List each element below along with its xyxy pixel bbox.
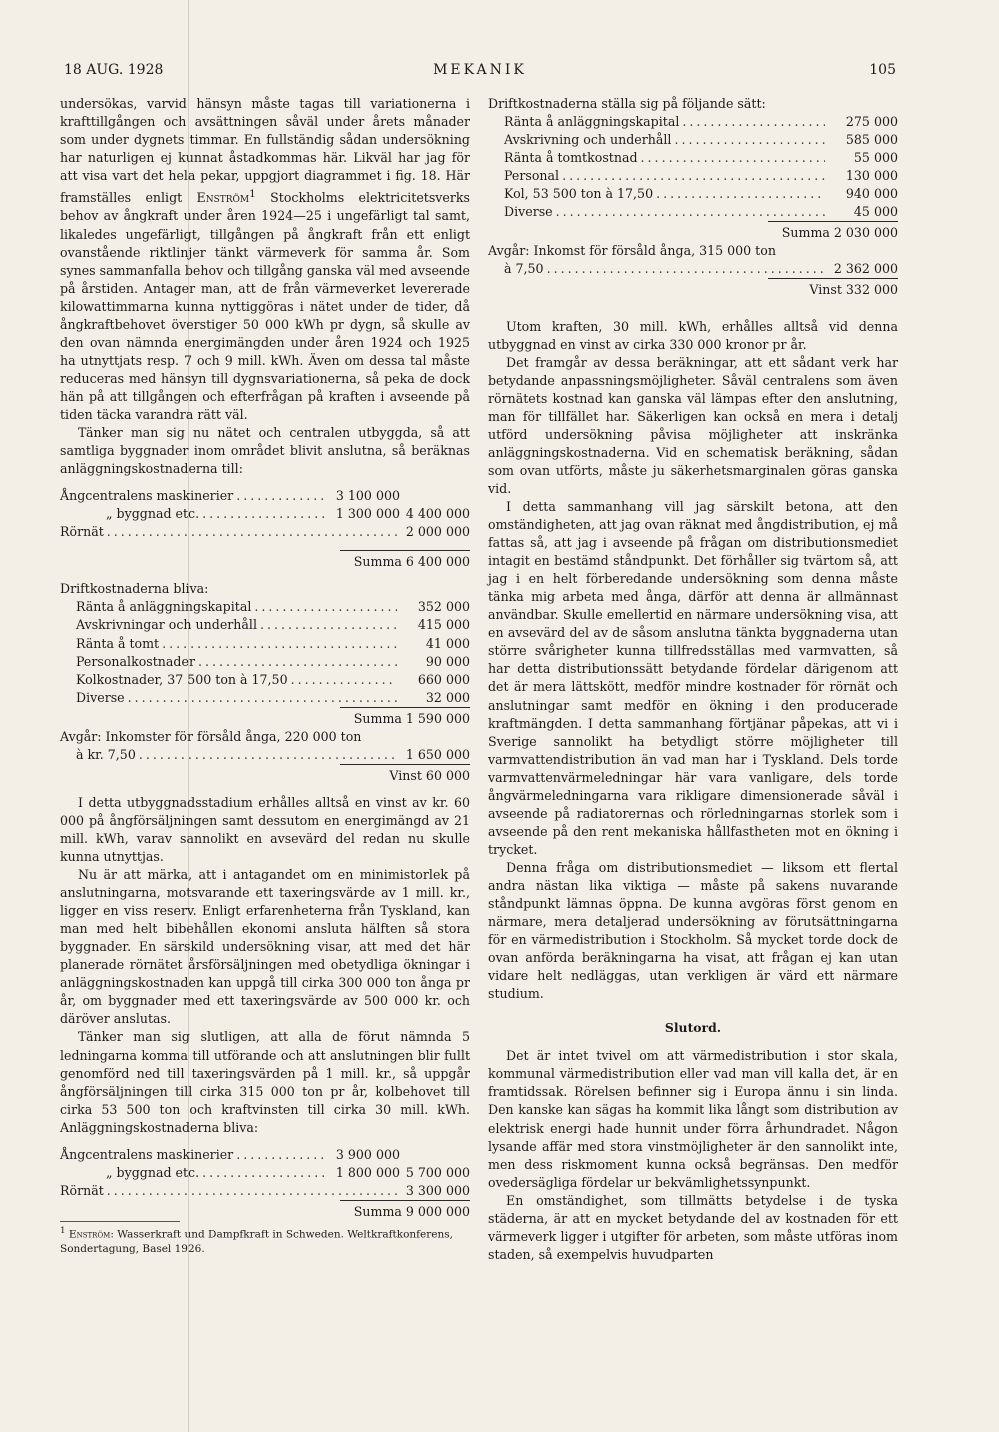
author-name: Enström: [196, 190, 250, 206]
paragraph: En omständighet, som tillmätts betydelse i de tyska städerna, är att en mycket betydande del av kostnaden för ett värmeverk ligger i utgifter för arbeten, som måste utföras inom staden, så exempelvis huvudparten: [488, 1192, 898, 1262]
paragraph: Nu är att märka, att i antagandet om en minimistorlek på anslutningarna, motsvarande ett taxeringsvärde av 1 mill. kr., ligger en viss reserv. Enligt erfarenheterna från Tyskland, kan man med helt bibehållen ekonomi ansluta hälften så stora byggnader. En särskild undersökning visar, att med det här planerade rörnätet årsförsäljningen med obetydliga ökningar i anläggningskostnaden kan uppgå till cirka 300 000 ton ånga pr år, om byggnader med ett taxeringsvärde av 500 000 kr. och däröver anslutas.: [60, 867, 470, 1027]
footnote-ref: 1: [249, 188, 256, 201]
paragraph: Denna fråga om distributionsmediet — liksom ett flertal andra nästan lika viktiga — måste på sakens nuvarande ståndpunkt lämnas öppna. De kunna avgöras först genom en närmare, mera detaljerad undersökning av förutsättningarna för en värmedistribution i Stockholm. Så mycket torde dock de ovan anförda beräkningarna ha visat, att frågan ej kan utan vidare helt nedläggas, utan verkligen är värd ett närmare studium.: [488, 859, 898, 1002]
paragraph: Det är intet tvivel om att värmedistribution i stor skala, kommunal värmedistribution eller vad man vill kalla det, är en framtidssak. Rörelsen befinner sig i Europa ännu i sin linda. Den kanske kan sägas ha kommit lika långt som distribution av elektrisk energi hade hunnit under förra århundradet. Någon lysande affär med stora vinstmöjligheter är den sannolikt inte, men dess riskmoment kunna också begränsas. Den medför ovedersägliga fördelar ur bekvämlighetssynpunkt.: [488, 1048, 898, 1190]
operating-cost-table-2: Driftkostnaderna ställa sig på följande sätt: Ränta å anläggningskapital . . . 275 000 Avskrivning och underhåll . . . 585 000 Ränta å tomtkostnad . . . 55 000 Personal . . . 130 000 Kol, 53 500 ton à 17,50 . . . 940 000 Diverse . . . 45 000 Summa 2 030 000 Avgår: Inkomst för försåld ånga, 315 000 ton à 7,50 . . . 2 362 000 Vinst 332 000: [488, 95, 898, 300]
footnote: $^1$ Enström: Wasserkraft und Dampfkraft in Schweden. Weltkraftkonferens, Sondertagung, Basel 1926.: [60, 1225, 453, 1256]
right-column: [488, 95, 898, 1264]
paragraph: I detta utbyggnadsstadium erhålles alltså en vinst av kr. 60 000 på ångförsäljningen samt dessutom en energimängd av 21 mill. kWh, varav sannolikt en avsevärd del redan nu skulle kunna utnyttjas.: [60, 794, 470, 865]
left-column: [60, 95, 470, 1257]
journal-title: MEKANIK: [433, 62, 527, 78]
paragraph: Utom kraften, 30 mill. kWh, erhålles alltså vid denna utbyggnad en vinst av cirka 330 000 kronor pr år.: [488, 318, 898, 352]
section-heading: Slutord.: [664, 1020, 722, 1036]
paragraph: I detta sammanhang vill jag särskilt betona, att den omständigheten, att jag ovan räknat med ångdistribution, ej må fattas så, att jag i avseende på frågan om distributionsmediet intagit en bestämd ståndpunkt. Det förhåller sig tvärtom så, att jag i en helt förberedande undersökning som denna måste tänka mig arbeta med ånga, därför att denna är allmännast användbar. Skulle emellertid en närmare undersökning visa, att en avsevärd del av de såsom anslutna tänkta byggnaderna utan större svårigheter kunna tillfredsställas med varmvatten, så har detta distributionssätt betydande fördelar därigenom att det är mera lättskött, medför mindre kostnader för rörnät och anslutningar samt medför en ökning i den producerade kraftmängden. I detta sammanhang förtjänar påpekas, att vi i Sverige sannolikt ha betydligt större möjligheter till varmvattendistribution än vad man har i Tyskland. Dels torde varmvattenvärmeledningar här vara vanligare, dels torde ångvärmeledningarna vara rikligare dimensionerade såväl i avseende på radiatorernas och rörledningarnas storlek som i avseende på den rent mekaniska hållfastheten mot en ökning i trycket.: [488, 498, 898, 857]
issue-date: 18 AUG. 1928: [64, 62, 164, 78]
paragraph: Tänker man sig slutligen, att alla de förut nämnda 5 ledningarna komma till utförande och att anslutningen blir fullt genomförd ned till taxeringsvärden på 1 mill. kr., så uppgår ångförsäljningen till cirka 315 000 ton pr år, kolbehovet till cirka 53 500 ton och kraftvinsten till cirka 30 mill. kWh. Anläggningskostnaderna bliva:: [60, 1029, 470, 1135]
construction-cost-table-2: Ångcentralens maskinerier . . . 3 900 000 „ byggnad etc. . . . 1 800 000 5 700 000 Rörnät . . . 3 300 000 Summa 9 000 000: [60, 1146, 470, 1221]
page-header: [64, 62, 896, 84]
construction-cost-table-1: Ångcentralens maskinerier . . . 3 100 000 „ byggnad etc. . . . 1 300 000 4 400 000 Rörnät . . . 2 000 000 Summa 6 400 000: [60, 487, 470, 571]
paragraph: undersökas, varvid hänsyn måste tagas till variationerna i krafttillgången och avsättningen såväl under årets månader som under dygnets timmar. En fullständig sådan undersökning har naturligen ej kunnat åstadkommas här. Likväl har jag för att visa vart det hela pekar, uppgjort diagrammet i fig. 18. Här framställes enligt Enström$^1$ Stockholms elektricitetsverks behov av ångkraft under åren 1924—25 i ungefärligt tal samt, likaledes ungefärligt, tillgången på ångkraft från ett enligt ovanstående riktlinjer tänkt värmeverk för samma år. Som synes sammanfalla behov och tillgång ganska väl med avseende på årstiden. Antager man, att de från värmeverket levererade kilowattimmarna kunna nyttiggöras i nätet under de tider, då ångkraftbehovet överstiger 50 000 kWh pr dygn, så skulle av den ovan nämnda energimängden under åren 1924 och 1925 ha utnyttjats resp. 7 och 9 mill. kWh. Även om dessa tal måste reduceras med hänsyn till dygnsvariationerna, så peka de dock hän på att tillgången och efterfrågan på kraften i avseende på tiden täcka varandra rätt väl.: [60, 96, 470, 422]
paragraph: Tänker man sig nu nätet och centralen utbyggda, så att samtliga byggnader inom området blivit anslutna, så beräknas anläggningskostnaderna till:: [60, 425, 470, 477]
operating-cost-table-1: Driftkostnaderna bliva: Ränta å anläggningskapital . . . 352 000 Avskrivningar och underhåll . . . 415 000 Ränta å tomt . . . 41 000 Personalkostnader . . . 90 000 Kolkostnader, 37 500 ton à 17,50 . . . 660 000 Diverse . . . 32 000 Summa 1 590 000 Avgår: Inkomster för försåld ånga, 220 000 ton à kr. 7,50 . . . 1 650 000 Vinst 60 000: [60, 580, 470, 785]
page-number: 105: [869, 62, 896, 78]
paragraph: Det framgår av dessa beräkningar, att ett sådant verk har betydande anpassningsmöjligheter. Såväl centralens som även rörnätets kostnad kan ganska väl lämpas efter den anslutning, man för tillfället har. Säkerligen kan också en mera i detalj utförd undersökning påvisa möjligheter att inskränka anläggningskostnaderna. Vid en schematisk beräkning, sådan som ovan utförts, måste ju säkerhetsmarginalen göras ganska vid.: [488, 354, 898, 496]
